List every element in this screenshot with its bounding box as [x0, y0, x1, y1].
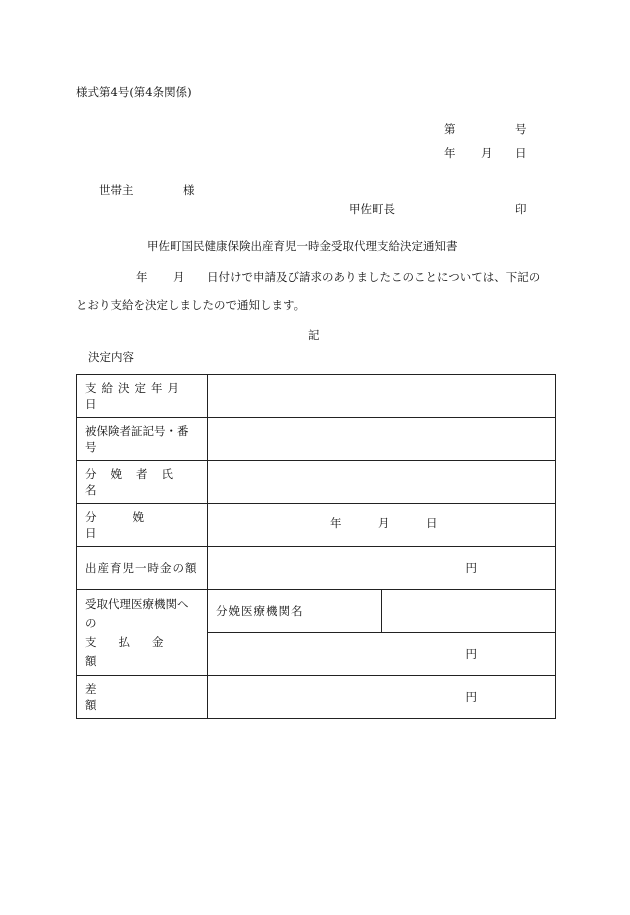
delivery-date-label: 分娩日: [85, 510, 180, 540]
insured-number-value: [208, 418, 556, 461]
delivery-year: 年: [330, 516, 342, 530]
doc-number-suffix: 号: [515, 122, 527, 136]
facility-value: [382, 590, 556, 633]
body-line1: 日付けで申請及び請求のありましたこのことについては、下記の: [207, 270, 541, 284]
lump-sum-unit: 円: [208, 547, 556, 590]
facility-label: 分娩医療機関名: [216, 604, 304, 618]
mother-name-value: [208, 461, 556, 504]
table-row: [77, 461, 556, 504]
table-row: [77, 676, 556, 719]
date-month: 月: [481, 146, 493, 160]
form-number: 様式第4号(第4条関係): [76, 85, 192, 99]
date-day: 日: [515, 146, 527, 160]
body-month: 月: [173, 270, 185, 284]
decision-date-label: 支給決定年月日: [85, 381, 184, 411]
table-row: [77, 375, 556, 418]
addressee-honorific: 様: [183, 183, 195, 197]
delivery-day: 日: [426, 516, 438, 530]
insured-number-label: 被保険者証記号・番号: [85, 424, 189, 454]
difference-label: 差額: [85, 682, 183, 712]
body-line2: とおり支給を決定しましたので通知します。: [76, 298, 306, 312]
table-row: [77, 590, 556, 633]
date-year: 年: [444, 146, 456, 160]
table-row: [77, 504, 556, 547]
addressee-name: 世帯主: [99, 183, 134, 197]
decision-date-value: [208, 375, 556, 418]
table-row: [77, 547, 556, 590]
body-year: 年: [136, 270, 148, 284]
delivery-date-value: [208, 504, 556, 547]
document-title: 甲佐町国民健康保険出産育児一時金受取代理支給決定通知書: [147, 239, 458, 253]
ki-marker: 記: [308, 328, 320, 342]
difference-unit: 円: [208, 676, 556, 719]
delivery-month: 月: [378, 516, 390, 530]
lump-sum-label: 出産育児一時金の額: [85, 561, 198, 575]
doc-number-prefix: 第: [444, 122, 456, 136]
issuer-seal: 印: [515, 202, 527, 216]
section-label: 決定内容: [88, 350, 134, 364]
issuer-title: 甲佐町長: [349, 202, 395, 216]
payment-label-line1: 受取代理医療機関への: [85, 596, 189, 630]
decision-table: [76, 374, 556, 719]
payment-unit: 円: [208, 633, 556, 676]
table-row: [77, 418, 556, 461]
payment-label-line2: 支払金額: [85, 634, 186, 668]
mother-name-label: 分娩者氏名: [85, 467, 187, 497]
